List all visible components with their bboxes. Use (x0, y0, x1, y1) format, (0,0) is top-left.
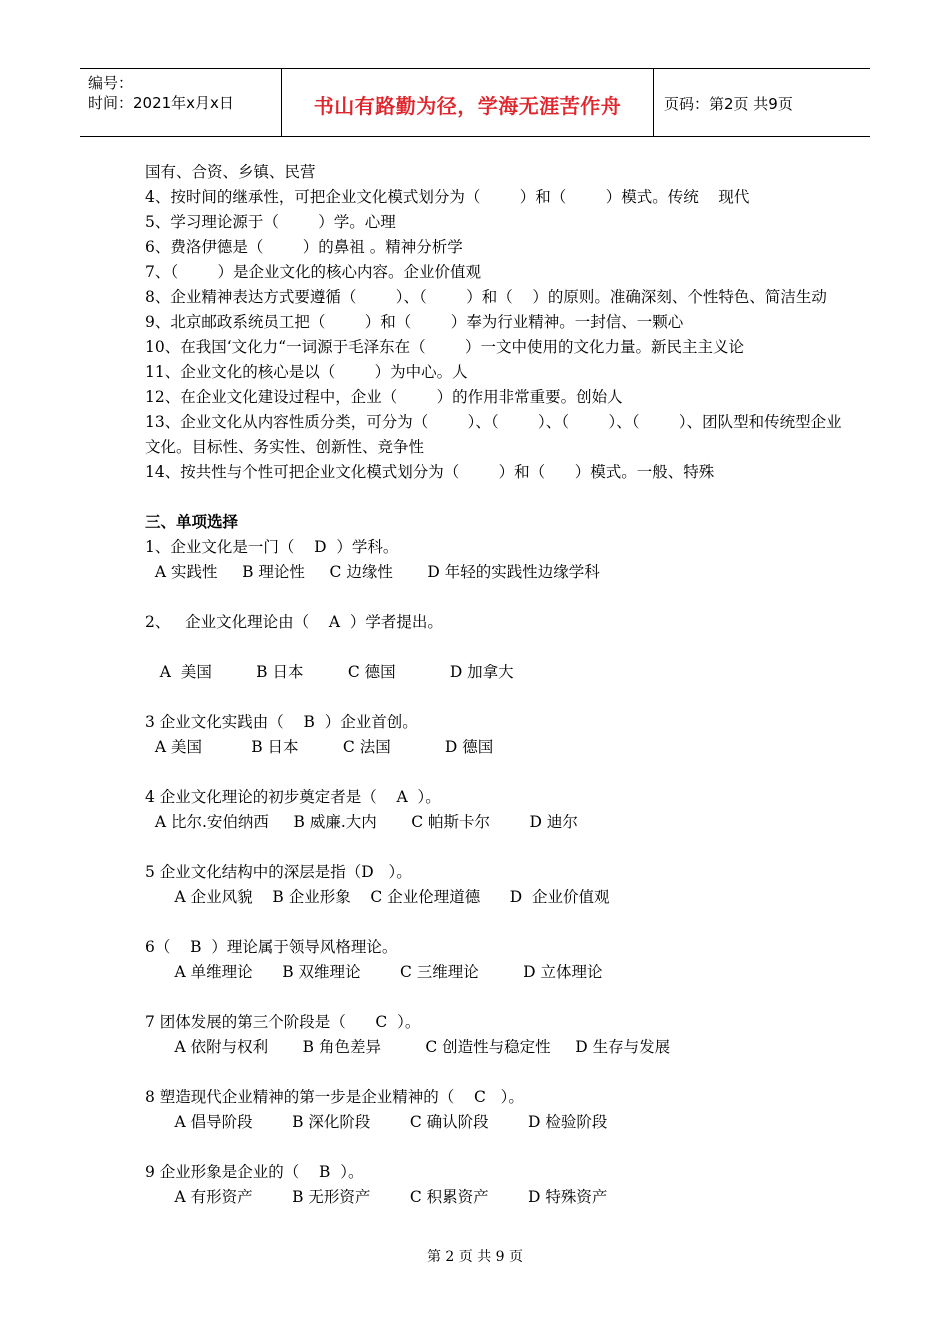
fill-item: 11、企业文化的核心是以（ ）为中心。人 (145, 363, 468, 381)
fill-item: 10、在我国‘文化力“一词源于毛泽东在（ ）一文中使用的文化力量。新民主主义论 (145, 338, 744, 356)
question-options: A 美国 B 日本 C 法国 D 德国 (145, 738, 494, 756)
question-text: 4 企业文化理论的初步奠定者是（ A ）。 (145, 788, 441, 806)
question-options: A 有形资产 B 无形资产 C 积累资产 D 特殊资产 (145, 1188, 608, 1206)
question-options: A 倡导阶段 B 深化阶段 C 确认阶段 D 检验阶段 (145, 1113, 608, 1131)
question-options: A 比尔.安伯纳西 B 威廉.大内 C 帕斯卡尔 D 迪尔 (145, 813, 578, 831)
question-text: 9 企业形象是企业的（ B ）。 (145, 1163, 364, 1181)
fill-item: 6、费洛伊德是（ ）的鼻祖 。精神分析学 (145, 238, 463, 256)
time-label: 时间：2021年x月x日 (88, 94, 234, 112)
question-text: 5 企业文化结构中的深层是指（D ）。 (145, 863, 412, 881)
question-text: 3 企业文化实践由（ B ）企业首创。 (145, 713, 418, 731)
question-text: 6（ B ）理论属于领导风格理论。 (145, 938, 398, 956)
fill-item: 7、（ ）是企业文化的核心内容。企业价值观 (145, 263, 482, 281)
question-options: A 实践性 B 理论性 C 边缘性 D 年轻的实践性边缘学科 (145, 563, 600, 581)
question-text: 1、企业文化是一门（ D ）学科。 (145, 538, 399, 556)
section-title: 三、单项选择 (145, 513, 239, 531)
question-text: 7 团体发展的第三个阶段是（ C ）。 (145, 1013, 421, 1031)
question-options: A 依附与权利 B 角色差异 C 创造性与稳定性 D 生存与发展 (145, 1038, 671, 1056)
fill-item: 12、在企业文化建设过程中，企业（ ）的作用非常重要。创始人 (145, 388, 623, 406)
fill-item: 国有、合资、乡镇、民营 (145, 163, 316, 181)
fill-item: 5、学习理论源于（ ）学。心理 (145, 213, 396, 231)
header-meta (80, 69, 282, 136)
question-options: A 美国 B 日本 C 德国 D 加拿大 (145, 663, 514, 681)
fill-item: 8、企业精神表达方式要遵循（ ）、（ ）和（ ）的原则。准确深刻、个性特色、简洁生动 (145, 288, 827, 306)
document-body (145, 160, 855, 1210)
id-label: 编号： (88, 74, 134, 92)
question-text: 8 塑造现代企业精神的第一步是企业精神的（ C ）。 (145, 1088, 524, 1106)
header-motto: 书山有路勤为径，学海无涯苦作舟 (282, 69, 654, 136)
fill-item: 13、企业文化从内容性质分类，可分为（ ）、（ ）、（ ）、（ ）、团队型和传统型企业文化。目标性、务实性、创新性、竞争性 (145, 413, 842, 456)
page-header (80, 68, 870, 137)
page-footer: 第 2 页 共 9 页 (426, 1249, 524, 1265)
header-page-info: 页码：第2页 共9页 (664, 95, 793, 113)
question-options: A 企业风貌 B 企业形象 C 企业伦理道德 D 企业价值观 (145, 888, 610, 906)
question-text: 2、 企业文化理论由（ A ）学者提出。 (145, 613, 443, 631)
fill-item: 14、按共性与个性可把企业文化模式划分为（ ）和（ ）模式。一般、特殊 (145, 463, 715, 481)
question-options: A 单维理论 B 双维理论 C 三维理论 D 立体理论 (145, 963, 603, 981)
fill-item: 4、按时间的继承性，可把企业文化模式划分为（ ）和（ ）模式。传统 现代 (145, 188, 750, 206)
fill-item: 9、北京邮政系统员工把（ ）和（ ）奉为行业精神。一封信、一颗心 (145, 313, 684, 331)
